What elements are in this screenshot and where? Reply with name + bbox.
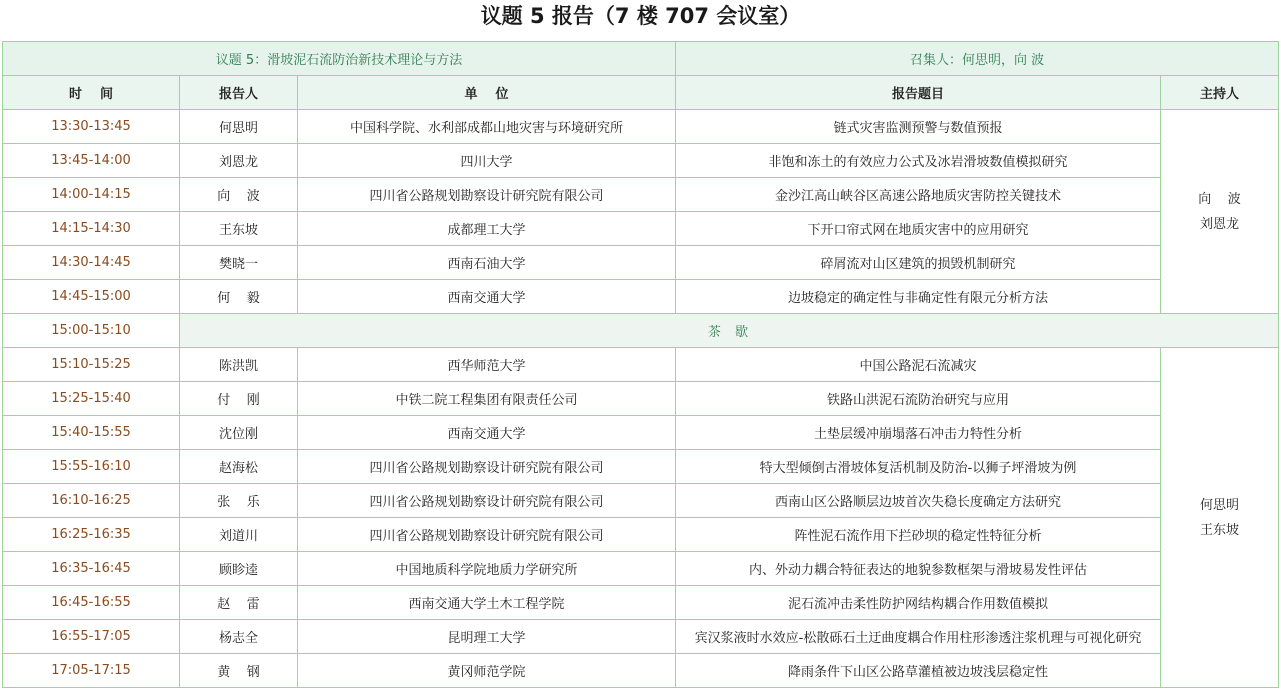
topic-cell: 宾汉浆液时水效应-松散砾石土迂曲度耦合作用柱形渗透注浆机理与可视化研究 [676,620,1161,654]
table-row [3,552,1279,586]
time-cell: 15:10-15:25 [3,348,180,382]
table-row [3,484,1279,518]
speaker-cell: 顾眕逵 [180,552,298,586]
unit-cell: 四川省公路规划勘察设计研究院有限公司 [298,484,676,518]
time-cell: 14:45-15:00 [3,280,180,314]
time-cell: 16:25-16:35 [3,518,180,552]
unit-cell: 西南石油大学 [298,246,676,280]
time-cell: 13:45-14:00 [3,144,180,178]
speaker-cell: 向 波 [180,178,298,212]
unit-cell: 中铁二院工程集团有限责任公司 [298,382,676,416]
table-row [3,348,1279,382]
speaker-cell: 陈洪凯 [180,348,298,382]
topic-banner-row [3,42,1279,76]
header-time: 时 间 [3,76,180,110]
topic-cell: 下开口帘式网在地质灾害中的应用研究 [676,212,1161,246]
speaker-cell: 何 毅 [180,280,298,314]
unit-cell: 四川大学 [298,144,676,178]
topic-cell: 土垫层缓冲崩塌落石冲击力特性分析 [676,416,1161,450]
table-row [3,586,1279,620]
time-cell: 17:05-17:15 [3,654,180,688]
topic-cell: 内、外动力耦合特征表达的地貌参数框架与滑坡易发性评估 [676,552,1161,586]
topic-cell: 特大型倾倒古滑坡体复活机制及防治-以狮子坪滑坡为例 [676,450,1161,484]
time-cell: 16:10-16:25 [3,484,180,518]
unit-cell: 昆明理工大学 [298,620,676,654]
unit-cell: 中国科学院、水利部成都山地灾害与环境研究所 [298,110,676,144]
time-cell: 15:40-15:55 [3,416,180,450]
table-row [3,280,1279,314]
unit-cell: 四川省公路规划勘察设计研究院有限公司 [298,450,676,484]
topic-cell: 阵性泥石流作用下拦砂坝的稳定性特征分析 [676,518,1161,552]
unit-cell: 西南交通大学 [298,416,676,450]
speaker-cell: 刘道川 [180,518,298,552]
topic-cell: 边坡稳定的确定性与非确定性有限元分析方法 [676,280,1161,314]
table-row [3,450,1279,484]
topic-cell: 链式灾害监测预警与数值预报 [676,110,1161,144]
time-cell: 16:35-16:45 [3,552,180,586]
topic-cell: 降雨条件下山区公路草灌植被边坡浅层稳定性 [676,654,1161,688]
break-time: 15:00-15:10 [3,314,180,348]
speaker-cell: 杨志全 [180,620,298,654]
table-row [3,654,1279,688]
speaker-cell: 刘恩龙 [180,144,298,178]
host-name: 王东坡 [1200,522,1240,538]
time-cell: 15:55-16:10 [3,450,180,484]
page-title: 议题 5 报告（7 楼 707 会议室） [480,4,801,28]
speaker-cell: 付 刚 [180,382,298,416]
schedule-table [2,41,1279,688]
time-cell: 13:30-13:45 [3,110,180,144]
time-cell: 15:25-15:40 [3,382,180,416]
speaker-cell: 张 乐 [180,484,298,518]
time-cell: 14:30-14:45 [3,246,180,280]
topic-cell: 碎屑流对山区建筑的损毁机制研究 [676,246,1161,280]
time-cell: 14:15-14:30 [3,212,180,246]
speaker-cell: 赵 雷 [180,586,298,620]
host-name: 何思明 [1200,497,1240,513]
break-row [3,314,1279,348]
host-cell [1161,348,1279,688]
break-label: 茶 歇 [180,314,1279,348]
topic-cell: 铁路山洪泥石流防治研究与应用 [676,382,1161,416]
table-row [3,212,1279,246]
topic-banner: 议题 5：滑坡泥石流防治新技术理论与方法 [3,42,676,76]
speaker-cell: 黄 钢 [180,654,298,688]
speaker-cell: 赵海松 [180,450,298,484]
unit-cell: 西华师范大学 [298,348,676,382]
topic-cell: 非饱和冻土的有效应力公式及冰岩滑坡数值模拟研究 [676,144,1161,178]
topic-cell: 金沙江高山峡谷区高速公路地质灾害防控关键技术 [676,178,1161,212]
table-row [3,620,1279,654]
unit-cell: 西南交通大学土木工程学院 [298,586,676,620]
table-row [3,382,1279,416]
table-row [3,416,1279,450]
convener-banner: 召集人：何思明，向 波 [676,42,1279,76]
time-cell: 16:55-17:05 [3,620,180,654]
unit-cell: 成都理工大学 [298,212,676,246]
table-row [3,110,1279,144]
host-name: 刘恩龙 [1200,216,1240,232]
speaker-cell: 何思明 [180,110,298,144]
header-row [3,76,1279,110]
topic-cell: 西南山区公路顺层边坡首次失稳长度确定方法研究 [676,484,1161,518]
unit-cell: 四川省公路规划勘察设计研究院有限公司 [298,518,676,552]
topic-cell: 泥石流冲击柔性防护网结构耦合作用数值模拟 [676,586,1161,620]
unit-cell: 西南交通大学 [298,280,676,314]
header-topic: 报告题目 [676,76,1161,110]
time-cell: 14:00-14:15 [3,178,180,212]
unit-cell: 黄冈师范学院 [298,654,676,688]
unit-cell: 四川省公路规划勘察设计研究院有限公司 [298,178,676,212]
time-cell: 16:45-16:55 [3,586,180,620]
host-name: 向 波 [1198,191,1241,207]
header-speaker: 报告人 [180,76,298,110]
table-row [3,178,1279,212]
header-host: 主持人 [1161,76,1279,110]
host-cell [1161,110,1279,314]
table-row [3,246,1279,280]
table-row [3,518,1279,552]
header-unit: 单 位 [298,76,676,110]
unit-cell: 中国地质科学院地质力学研究所 [298,552,676,586]
table-row [3,144,1279,178]
speaker-cell: 王东坡 [180,212,298,246]
speaker-cell: 樊晓一 [180,246,298,280]
speaker-cell: 沈位刚 [180,416,298,450]
topic-cell: 中国公路泥石流减灾 [676,348,1161,382]
